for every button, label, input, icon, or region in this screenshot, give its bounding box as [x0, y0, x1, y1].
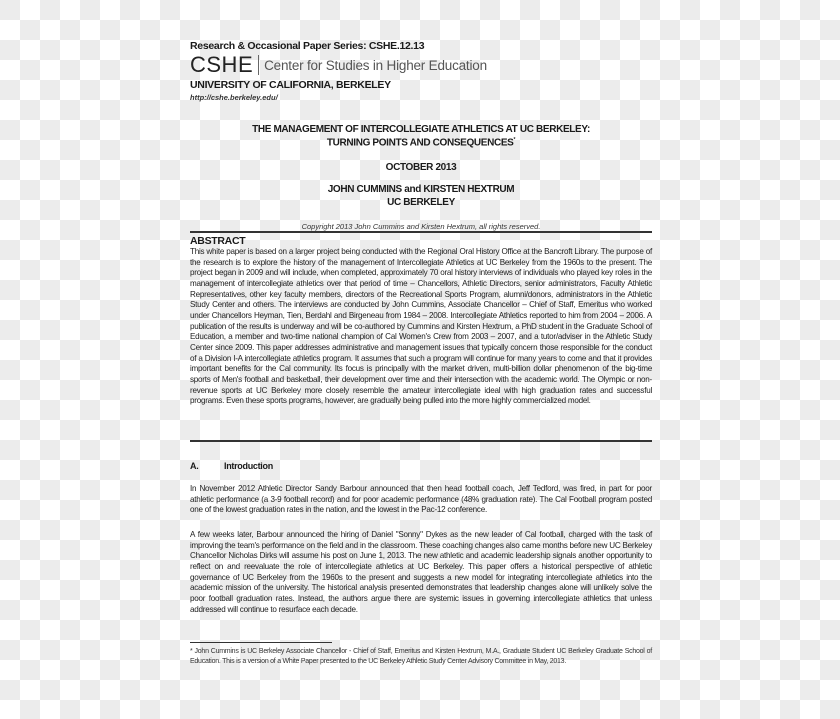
section-number: A. — [190, 461, 199, 471]
abstract-body: This white paper is based on a larger project being conducted with the Regional Oral History Office at the Bancroft Library. The purpose of the research is to explore the history of the management of Intercollegiate Athletics at UC Berkeley from the 1960s to the present. The project began in 2009 and will include, when completed, approximately 70 oral history interviews of individuals who played key roles in the management of intercollegiate athletics over that period of time – Chancellors, Athletic Directors, senior administrators, Faculty Athletic Representatives, other key faculty members, directors of the Recreational Sports Program, alumni/donors, administrators in the Athletic Study Center and others. The interviews are conducted by John Cummins, Associate Chancellor – Chief of Staff, Emeritus who worked under Chancellors Heyman, Tien, Berdahl and Birgeneau from 1984 – 2008. Intercollegiate Athletics reported to him from 2004 – 2006. A publication of the results is underway and will be co-authored by Cummins and Kirsten Hextrum, a PhD student in the Graduate School of Education, a member and two-time national champion of Cal Women's Crew from 2003 – 2007, and a tutor/adviser in the Athletic Study Center since 2009. This paper addresses administrative and management issues that typically concern those responsible for the conduct of a Division I-A intercollegiate athletics program. It assumes that such a program will continue for many years to come and that it provides important benefits for the Cal community. Its focus is principally with the market driven, multi-billion dollar phenomenon of the big-time sports of Men's football and basketball, their development over time and their intersection with the academic world. The Olympic or non-revenue sports at UC Berkeley more closely resemble the amateur intercollegiate ideal with high graduation rates and successful programs. Even these sports programs, however, are gradually being pulled into the more highly commercialized model. — [190, 247, 652, 406]
copyright-notice: Copyright 2013 John Cummins and Kirsten Hextrum, all rights reserved. — [301, 222, 541, 231]
website-link[interactable]: http://cshe.berkeley.edu/ — [190, 93, 278, 102]
logo-text: Center for Studies in Higher Education — [264, 57, 487, 73]
paper-title-line2: TURNING POINTS AND CONSEQUENCES* — [326, 137, 516, 149]
paper-title-line1: THE MANAGEMENT OF INTERCOLLEGIATE ATHLETICS AT UC BERKELEY: — [252, 124, 590, 135]
abstract-heading: ABSTRACT — [190, 235, 246, 247]
logo-mark: CSHE — [190, 52, 254, 77]
university-name: UNIVERSITY OF CALIFORNIA, BERKELEY — [190, 79, 391, 91]
abstract-top-rule — [190, 231, 652, 233]
footnote-rule — [190, 642, 332, 643]
paper-series: Research & Occasional Paper Series: CSHE.12.13 — [190, 40, 425, 52]
paper-date: OCTOBER 2013 — [385, 162, 457, 173]
footnote-marker: * — [513, 137, 516, 143]
paper-affiliation: UC BERKELEY — [387, 197, 455, 208]
cshe-logo — [190, 54, 487, 76]
section-heading-introduction — [190, 461, 273, 471]
paper-authors: JOHN CUMMINS and KIRSTEN HEXTRUM — [327, 184, 515, 195]
intro-paragraph-2: A few weeks later, Barbour announced the hiring of Daniel "Sonny" Dykes as the new leader of Cal football, charged with the task of improving the team's performance on the field and in the classroom. These coaching changes also came months before new UC Berkeley Chancellor Nicholas Dirks will assume his post on June 1, 2013. The new athletic and academic leadership signals another opportunity to reflect on and reevaluate the role of intercollegiate athletics at UC Berkeley. This paper offers a historical perspective of athletic governance of UC Berkeley from the 1960s to the present and suggests a new model for integrating intercollegiate athletics into the academic mission of the university. The historical analysis presented demonstrates that leadership changes alone will unlikely solve the poor football graduation rates. Instead, the authors argue there are systemic issues in governing intercollegiate athletics that unless addressed will continue to resurface each decade. — [190, 530, 652, 614]
abstract-bottom-rule — [190, 440, 652, 442]
section-title: Introduction — [224, 461, 273, 471]
logo-divider — [258, 55, 259, 75]
intro-paragraph-1: In November 2012 Athletic Director Sandy Barbour announced that then head football coach, Jeff Tedford, was fired, in part for poor athletic performance (a 3-9 football record) and for poor academic performance (48% graduation rate). The Cal Football program posted one of the lowest graduation rates in the nation, and the lowest in the Pac-12 conference. — [190, 484, 652, 515]
footnote: * John Cummins is UC Berkeley Associate Chancellor - Chief of Staff, Emeritus and Kirsten Hextrum, M.A., Graduate Student UC Berkeley Graduate School of Education. This is a version of a White Paper presented to the UC Berkeley Athletic Study Center Advisory Committee in May, 2013. — [190, 648, 652, 665]
